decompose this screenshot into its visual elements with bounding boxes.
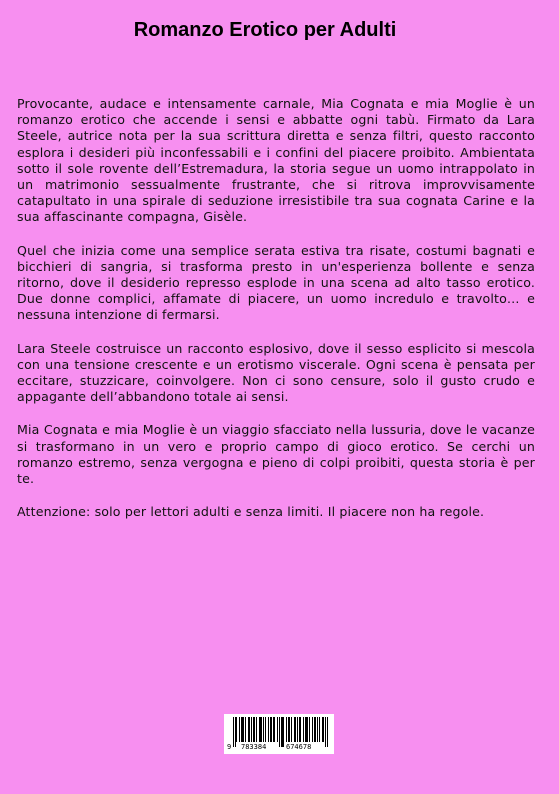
barcode-prefix-digit: 9 [227,743,232,751]
barcode-digits [224,711,334,751]
blurb-paragraph-4: Mia Cognata e mia Moglie è un viaggio sfacciato nella lussuria, dove le vacanze si trasformano in un vero e proprio campo di gioco erotico. Se cerchi un romanzo estremo, senza vergogna e pieno di colpi proibiti, questa storia è per te. [17,422,535,487]
isbn-barcode [224,714,334,754]
book-title: Romanzo Erotico per Adulti [133,19,397,41]
blurb-paragraph-1: Provocante, audace e intensamente carnale, Mia Cognata e mia Moglie è un romanzo erotico che accende i sensi e abbatte ogni tabù. Firmato da Lara Steele, autrice nota per la sua scrittura diretta e senza filtri, questo racconto esplora i desideri più inconfessabili e i confini del piacere proibito. Ambientata sotto il sole rovente dell’Estremadura, la storia segue un uomo intrappolato in un matrimonio sessualmente frustrante, che si ritrova improvvisamente catapultato in una spirale di seduzione irresistibile tra sua cognata Carine e la sua affascinante compagna, Gisèle. [17,96,535,225]
barcode-left-group: 783384 [241,743,267,751]
back-cover-blurb [17,96,535,537]
blurb-paragraph-2: Quel che inizia come una semplice serata estiva tra risate, costumi bagnati e bicchieri di sangria, si trasforma presto in un'esperienza bollente e senza ritorno, dove il desiderio represso esplode in una scena ad alto tasso erotico. Due donne complici, affamate di piacere, un uomo incredulo e travolto… e nessuna intenzione di fermarsi. [17,242,535,323]
blurb-paragraph-3: Lara Steele costruisce un racconto esplosivo, dove il sesso esplicito si mescola con una tensione crescente e un erotismo viscerale. Ogni scena è pensata per eccitare, stuzzicare, coinvolgere. Non ci sono censure, solo il gusto crudo e appagante dell’abbandono totale ai sensi. [17,340,535,405]
barcode-right-group: 674678 [286,743,312,751]
blurb-paragraph-5: Attenzione: solo per lettori adulti e senza limiti. Il piacere non ha regole. [17,504,485,520]
